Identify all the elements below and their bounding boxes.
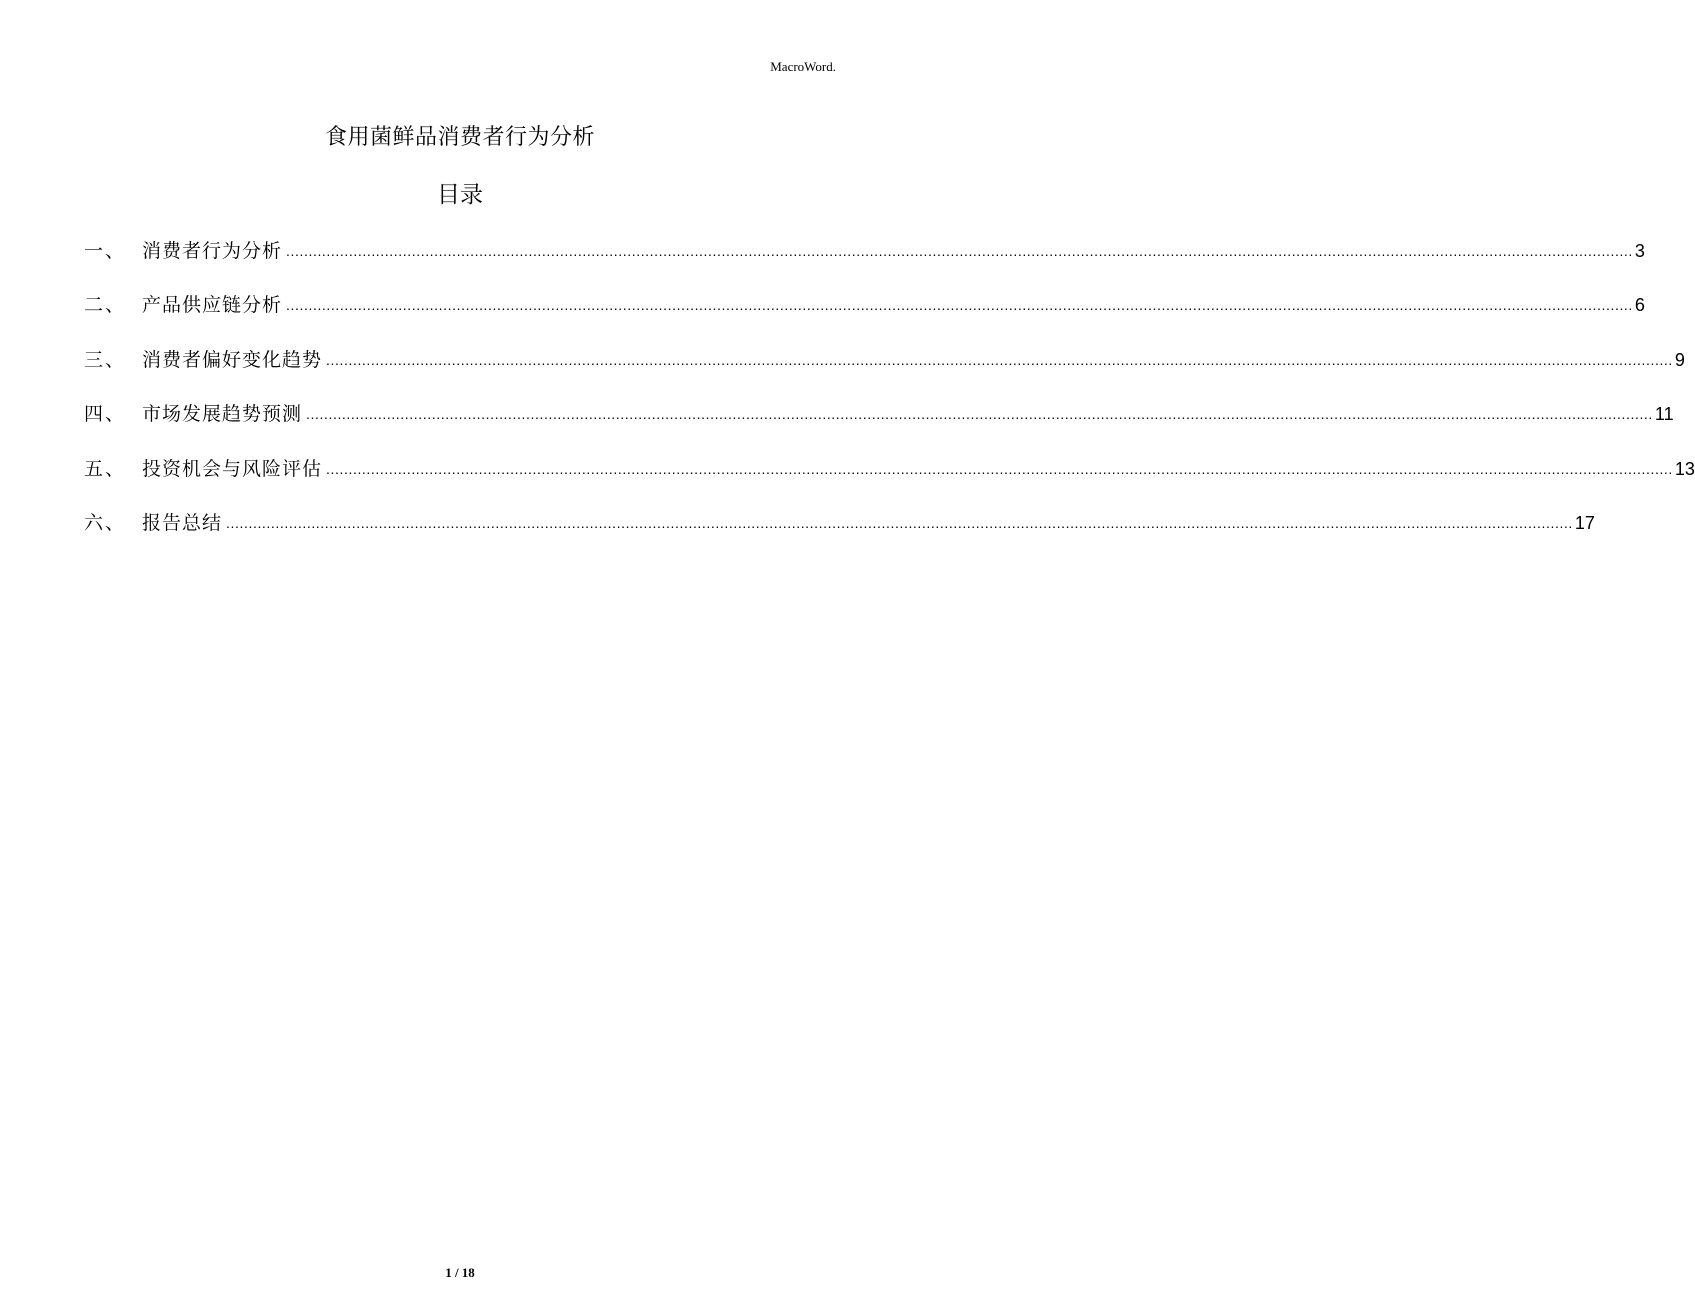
toc-entry-page[interactable]: 3: [1634, 241, 1645, 261]
toc-entry-number: 二、: [84, 294, 127, 317]
page-indicator: 1 / 18: [445, 1265, 475, 1280]
toc-entry-number: 一、: [84, 240, 127, 262]
toc-entry-title[interactable]: 市场发展趋势预测: [142, 403, 303, 426]
toc-entry-page[interactable]: 9: [1674, 349, 1685, 370]
toc-heading: 目录: [437, 182, 483, 208]
toc-entry-page[interactable]: 6: [1634, 295, 1645, 316]
toc-entry-title[interactable]: 投资机会与风险评估: [142, 457, 323, 480]
toc-entry-number: 六、: [84, 511, 127, 534]
toc-entry-1[interactable]: [84, 236, 1645, 290]
toc-entry-title[interactable]: 消费者偏好变化趋势: [142, 348, 323, 371]
toc-entry-4[interactable]: [84, 399, 1674, 453]
toc-entry-title[interactable]: 报告总结: [142, 511, 223, 534]
header-brand: MacroWord.: [770, 59, 836, 74]
toc-entry-number: 三、: [84, 348, 127, 371]
toc-entry-3[interactable]: [84, 345, 1685, 399]
toc-dot-leader: ............................................................................................................................................................................................................................................................................................................: [226, 514, 1573, 531]
toc-entry-2[interactable]: [84, 290, 1645, 344]
toc-entry-6[interactable]: [84, 508, 1595, 562]
table-of-contents: [84, 236, 1695, 562]
toc-entry-page[interactable]: 11: [1654, 404, 1674, 425]
toc-entry-5[interactable]: [84, 454, 1695, 508]
toc-dot-leader: ............................................................................................................................................................................................................................................................................................................: [326, 351, 1673, 368]
toc-entry-number: 五、: [84, 457, 127, 480]
toc-entry-title[interactable]: 产品供应链分析: [142, 294, 283, 317]
toc-entry-number: 四、: [84, 403, 127, 426]
toc-entry-page[interactable]: 13: [1674, 458, 1695, 479]
toc-dot-leader: ............................................................................................................................................................................................................................................................................................................: [286, 243, 1633, 259]
toc-entry-page[interactable]: 17: [1574, 512, 1595, 533]
toc-dot-leader: ............................................................................................................................................................................................................................................................................................................: [306, 406, 1653, 423]
toc-dot-leader: ............................................................................................................................................................................................................................................................................................................: [286, 297, 1633, 314]
toc-dot-leader: ............................................................................................................................................................................................................................................................................................................: [326, 460, 1673, 477]
toc-entry-title[interactable]: 消费者行为分析: [142, 240, 283, 262]
document-title: 食用菌鲜品消费者行为分析: [324, 125, 595, 150]
